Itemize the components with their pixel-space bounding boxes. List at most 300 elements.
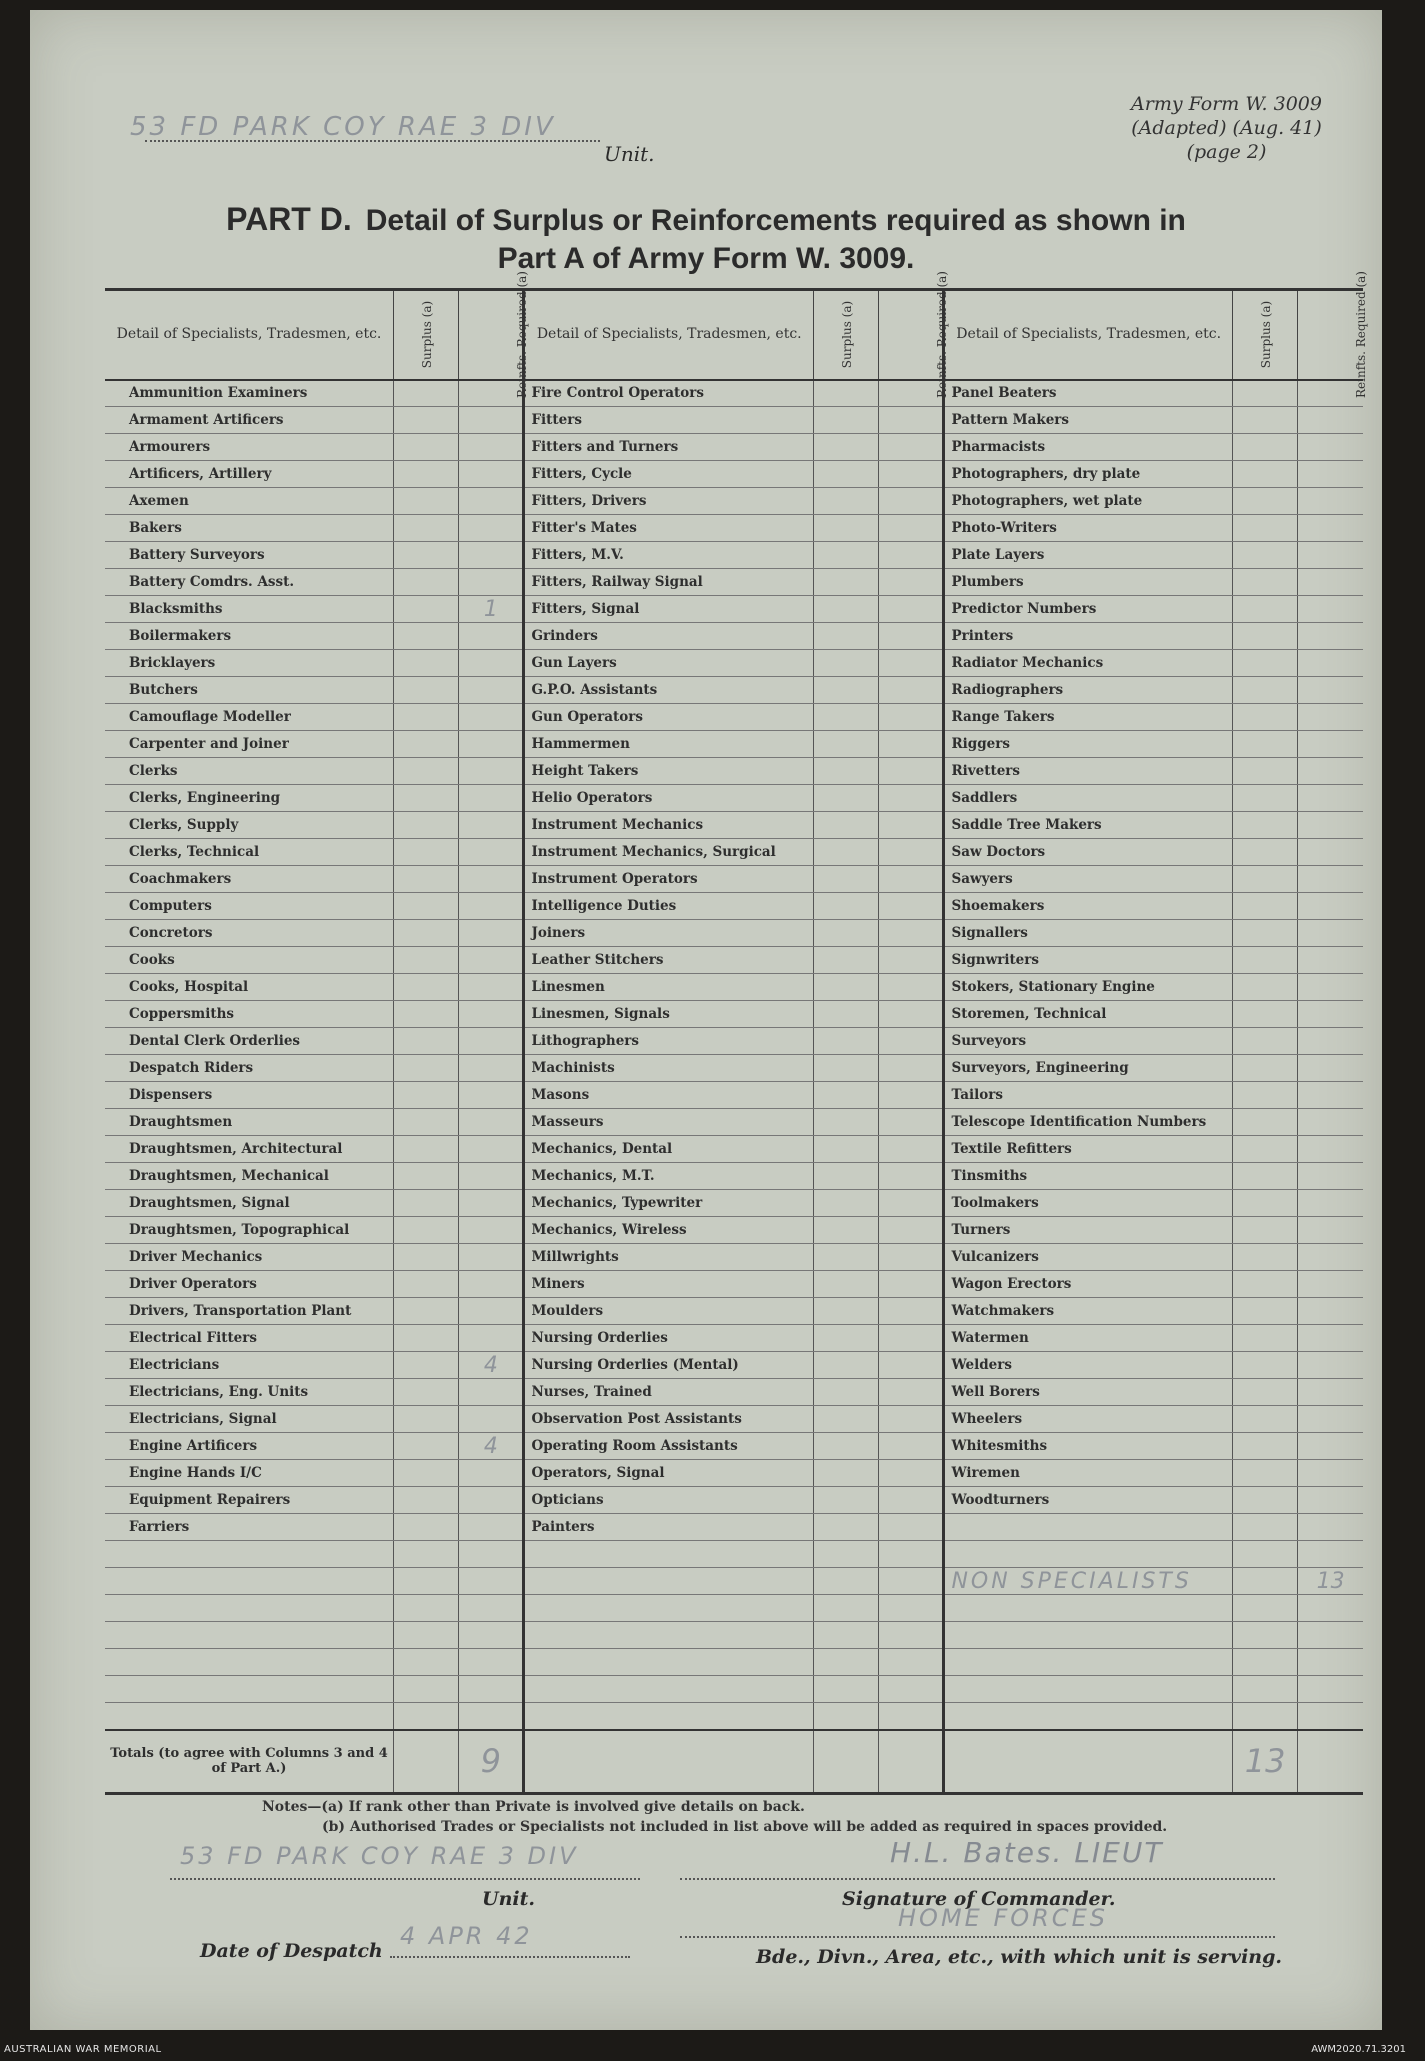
surplus-cell bbox=[813, 758, 878, 785]
trade-name: Masons bbox=[524, 1082, 814, 1109]
title-part: PART D. bbox=[226, 201, 352, 237]
table-row bbox=[105, 596, 1363, 623]
reinf-cell bbox=[879, 947, 944, 974]
reinf-cell bbox=[1298, 1595, 1363, 1622]
surplus-cell bbox=[1232, 974, 1297, 1001]
trade-name: Battery Surveyors bbox=[105, 542, 394, 569]
trade-name bbox=[105, 1541, 394, 1568]
surplus-cell bbox=[813, 1676, 878, 1703]
surplus-cell bbox=[813, 1190, 878, 1217]
reinf-cell bbox=[1298, 1622, 1363, 1649]
reinf-cell bbox=[1298, 785, 1363, 812]
reinf-cell bbox=[1298, 704, 1363, 731]
surplus-cell bbox=[1232, 1595, 1297, 1622]
reinf-cell bbox=[459, 1460, 524, 1487]
trade-name bbox=[524, 1676, 814, 1703]
reinf-cell bbox=[879, 704, 944, 731]
surplus-cell bbox=[1232, 1082, 1297, 1109]
reinf-cell bbox=[459, 677, 524, 704]
reinf-cell bbox=[459, 434, 524, 461]
trade-name: Woodturners bbox=[944, 1487, 1233, 1514]
note-a: Notes—(a) If rank other than Private is involved give details on back. bbox=[262, 1799, 805, 1815]
table-row bbox=[105, 488, 1363, 515]
reinf-cell bbox=[459, 1298, 524, 1325]
reinf-cell bbox=[879, 461, 944, 488]
surplus-cell bbox=[394, 569, 459, 596]
surplus-cell bbox=[1232, 947, 1297, 974]
surplus-cell bbox=[813, 677, 878, 704]
surplus-cell bbox=[813, 1433, 878, 1460]
surplus-cell bbox=[394, 920, 459, 947]
reinf-cell bbox=[879, 1055, 944, 1082]
trade-name: Machinists bbox=[524, 1055, 814, 1082]
surplus-cell bbox=[813, 407, 878, 434]
trade-name: Draughtsmen, Topographical bbox=[105, 1217, 394, 1244]
reinf-cell bbox=[459, 1271, 524, 1298]
trade-name bbox=[944, 1676, 1233, 1703]
trade-name: Radiator Mechanics bbox=[944, 650, 1233, 677]
reinf-cell bbox=[459, 1487, 524, 1514]
surplus-cell bbox=[1232, 1055, 1297, 1082]
surplus-cell bbox=[1232, 1406, 1297, 1433]
table-row bbox=[105, 947, 1363, 974]
reinf-cell bbox=[459, 650, 524, 677]
surplus-cell bbox=[813, 1028, 878, 1055]
reinf-cell bbox=[459, 1001, 524, 1028]
table-row bbox=[105, 1676, 1363, 1703]
trade-name bbox=[944, 1595, 1233, 1622]
title-line1: Detail of Surplus or Reinforcements required as shown in bbox=[365, 204, 1186, 237]
trade-name: Joiners bbox=[524, 920, 814, 947]
table-row bbox=[105, 893, 1363, 920]
trade-name: Mechanics, Typewriter bbox=[524, 1190, 814, 1217]
reinf-cell bbox=[1298, 488, 1363, 515]
trade-name: Whitesmiths bbox=[944, 1433, 1233, 1460]
surplus-cell bbox=[813, 1163, 878, 1190]
trade-name: Shoemakers bbox=[944, 893, 1233, 920]
col-detail-3: Detail of Specialists, Tradesmen, etc. bbox=[944, 290, 1233, 380]
reinf-cell bbox=[1298, 758, 1363, 785]
reinf-cell bbox=[459, 1379, 524, 1406]
surplus-cell bbox=[813, 434, 878, 461]
reinf-cell bbox=[459, 920, 524, 947]
trade-name bbox=[524, 1649, 814, 1676]
reinf-cell bbox=[1298, 1244, 1363, 1271]
col-surplus-1: Surplus (a) bbox=[394, 290, 459, 380]
surplus-cell bbox=[813, 1271, 878, 1298]
surplus-cell bbox=[1232, 731, 1297, 758]
reinf-cell bbox=[1298, 1676, 1363, 1703]
trade-name bbox=[524, 1622, 814, 1649]
trade-name: Clerks, Engineering bbox=[105, 785, 394, 812]
table-row bbox=[105, 785, 1363, 812]
table-row bbox=[105, 434, 1363, 461]
trade-name: Blacksmiths bbox=[105, 596, 394, 623]
table-row bbox=[105, 1244, 1363, 1271]
reinf-cell bbox=[1298, 1028, 1363, 1055]
col-detail-1: Detail of Specialists, Tradesmen, etc. bbox=[105, 290, 394, 380]
surplus-cell bbox=[394, 1433, 459, 1460]
unit-handwritten-top: 53 FD PARK COY RAE 3 DIV bbox=[130, 112, 556, 142]
trade-name: Butchers bbox=[105, 677, 394, 704]
surplus-cell bbox=[1232, 785, 1297, 812]
surplus-cell bbox=[1232, 1568, 1297, 1595]
reinf-cell bbox=[879, 785, 944, 812]
surplus-cell bbox=[394, 1568, 459, 1595]
trade-name: Dental Clerk Orderlies bbox=[105, 1028, 394, 1055]
table-row bbox=[105, 515, 1363, 542]
surplus-cell bbox=[394, 785, 459, 812]
footer-unit-label: Unit. bbox=[482, 1888, 535, 1910]
surplus-cell bbox=[394, 1460, 459, 1487]
surplus-cell bbox=[813, 1406, 878, 1433]
reinf-cell bbox=[1298, 623, 1363, 650]
reinf-cell bbox=[879, 731, 944, 758]
surplus-cell bbox=[1232, 1649, 1297, 1676]
trade-name: Surveyors, Engineering bbox=[944, 1055, 1233, 1082]
trade-name: Operating Room Assistants bbox=[524, 1433, 814, 1460]
trade-name: Fitters, Signal bbox=[524, 596, 814, 623]
surplus-cell bbox=[394, 1028, 459, 1055]
surplus-cell bbox=[813, 1487, 878, 1514]
surplus-cell bbox=[394, 974, 459, 1001]
trade-name: Fitters and Turners bbox=[524, 434, 814, 461]
col-surplus-3: Surplus (a) bbox=[1232, 290, 1297, 380]
trade-name: Hammermen bbox=[524, 731, 814, 758]
surplus-cell bbox=[394, 1082, 459, 1109]
reinf-cell bbox=[879, 515, 944, 542]
surplus-cell bbox=[1232, 677, 1297, 704]
trade-name: Instrument Operators bbox=[524, 866, 814, 893]
table-row bbox=[105, 1568, 1363, 1595]
reinf-cell bbox=[879, 407, 944, 434]
trade-name bbox=[524, 1595, 814, 1622]
reinf-cell bbox=[1298, 1136, 1363, 1163]
reinf-cell bbox=[879, 839, 944, 866]
reinf-cell bbox=[1298, 1460, 1363, 1487]
trade-name: Turners bbox=[944, 1217, 1233, 1244]
reinf-cell bbox=[1298, 1703, 1363, 1730]
trade-name: Panel Beaters bbox=[944, 380, 1233, 407]
signature-line bbox=[680, 1878, 1275, 1880]
trade-name: Engine Artificers bbox=[105, 1433, 394, 1460]
table-row bbox=[105, 1163, 1363, 1190]
reinf-cell bbox=[879, 1676, 944, 1703]
table-row bbox=[105, 1325, 1363, 1352]
trade-name: Watermen bbox=[944, 1325, 1233, 1352]
surplus-cell bbox=[394, 1001, 459, 1028]
reinf-cell bbox=[879, 1433, 944, 1460]
table-row bbox=[105, 1190, 1363, 1217]
table-row bbox=[105, 731, 1363, 758]
reinf-cell bbox=[459, 1109, 524, 1136]
reinf-cell bbox=[879, 650, 944, 677]
surplus-cell bbox=[1232, 542, 1297, 569]
reinf-cell bbox=[1298, 1352, 1363, 1379]
signature-label: Signature of Commander. bbox=[842, 1888, 1116, 1910]
totals-surplus-3: 13 bbox=[1232, 1730, 1297, 1794]
trade-name: Signallers bbox=[944, 920, 1233, 947]
table-row bbox=[105, 650, 1363, 677]
reinf-cell bbox=[459, 947, 524, 974]
surplus-cell bbox=[394, 1676, 459, 1703]
table-row bbox=[105, 812, 1363, 839]
surplus-cell bbox=[394, 515, 459, 542]
trade-name: Operators, Signal bbox=[524, 1460, 814, 1487]
trade-name bbox=[105, 1568, 394, 1595]
trade-name: Surveyors bbox=[944, 1028, 1233, 1055]
surplus-cell bbox=[394, 434, 459, 461]
surplus-cell bbox=[1232, 1460, 1297, 1487]
surplus-cell bbox=[394, 1379, 459, 1406]
trade-name: Linesmen bbox=[524, 974, 814, 1001]
table-row bbox=[105, 407, 1363, 434]
table-row bbox=[105, 1352, 1363, 1379]
surplus-cell bbox=[394, 1541, 459, 1568]
trade-name: Well Borers bbox=[944, 1379, 1233, 1406]
trade-name: Computers bbox=[105, 893, 394, 920]
reinf-cell bbox=[459, 488, 524, 515]
trade-name: Axemen bbox=[105, 488, 394, 515]
surplus-cell bbox=[1232, 1514, 1297, 1541]
surplus-cell bbox=[1232, 1001, 1297, 1028]
surplus-cell bbox=[813, 1379, 878, 1406]
surplus-cell bbox=[1232, 434, 1297, 461]
trade-name: Tailors bbox=[944, 1082, 1233, 1109]
surplus-cell bbox=[813, 974, 878, 1001]
col-reinf-1: Reinfts. Required (a) bbox=[459, 290, 524, 380]
trade-name: Gun Operators bbox=[524, 704, 814, 731]
trade-name: Boilermakers bbox=[105, 623, 394, 650]
trade-name: Wiremen bbox=[944, 1460, 1233, 1487]
surplus-cell bbox=[394, 893, 459, 920]
surplus-cell bbox=[1232, 1271, 1297, 1298]
surplus-cell bbox=[813, 380, 878, 407]
surplus-cell bbox=[394, 1514, 459, 1541]
surplus-cell bbox=[1232, 1487, 1297, 1514]
reinf-cell bbox=[1298, 812, 1363, 839]
reinf-cell bbox=[459, 1136, 524, 1163]
title-line2: Part A of Army Form W. 3009. bbox=[497, 242, 915, 275]
reinf-cell bbox=[459, 1163, 524, 1190]
trade-name: Textile Refitters bbox=[944, 1136, 1233, 1163]
reinf-cell: 13 bbox=[1298, 1568, 1363, 1595]
totals-label: Totals (to agree with Columns 3 and 4 of Part A.) bbox=[105, 1730, 394, 1794]
trade-name: Clerks bbox=[105, 758, 394, 785]
surplus-cell bbox=[1232, 1217, 1297, 1244]
reinf-cell bbox=[879, 1622, 944, 1649]
surplus-cell bbox=[394, 758, 459, 785]
trade-name bbox=[944, 1703, 1233, 1730]
reinf-cell: 1 bbox=[459, 596, 524, 623]
reinf-cell bbox=[459, 569, 524, 596]
trade-name: Fitters, Drivers bbox=[524, 488, 814, 515]
area-handwritten: HOME FORCES bbox=[898, 1904, 1108, 1932]
reinf-cell bbox=[1298, 677, 1363, 704]
trade-name: Despatch Riders bbox=[105, 1055, 394, 1082]
surplus-cell bbox=[1232, 1352, 1297, 1379]
surplus-cell bbox=[394, 677, 459, 704]
reinf-cell bbox=[459, 1406, 524, 1433]
trade-name: Equipment Repairers bbox=[105, 1487, 394, 1514]
reinf-cell bbox=[1298, 542, 1363, 569]
reinf-cell bbox=[879, 1379, 944, 1406]
surplus-cell bbox=[1232, 650, 1297, 677]
surplus-cell bbox=[394, 623, 459, 650]
reinf-cell bbox=[459, 461, 524, 488]
trade-name: Engine Hands I/C bbox=[105, 1460, 394, 1487]
unit-top-line bbox=[145, 140, 600, 142]
reinf-cell bbox=[1298, 839, 1363, 866]
surplus-cell bbox=[394, 1595, 459, 1622]
reinf-cell bbox=[879, 1460, 944, 1487]
surplus-cell bbox=[394, 731, 459, 758]
reinf-cell bbox=[879, 1082, 944, 1109]
trade-name: Height Takers bbox=[524, 758, 814, 785]
trade-name: Signwriters bbox=[944, 947, 1233, 974]
trade-name: Tinsmiths bbox=[944, 1163, 1233, 1190]
trade-name bbox=[524, 1568, 814, 1595]
reinf-cell bbox=[459, 407, 524, 434]
note-b: (b) Authorised Trades or Specialists not included in list above will be added as required in spaces provided. bbox=[322, 1819, 1168, 1835]
surplus-cell bbox=[813, 812, 878, 839]
totals-surplus-1 bbox=[394, 1730, 459, 1794]
reinf-cell bbox=[879, 1271, 944, 1298]
trade-name: Drivers, Transportation Plant bbox=[105, 1298, 394, 1325]
area-line bbox=[680, 1936, 1275, 1938]
surplus-cell bbox=[1232, 515, 1297, 542]
trade-name bbox=[105, 1622, 394, 1649]
trade-name: Photo-Writers bbox=[944, 515, 1233, 542]
surplus-cell bbox=[813, 1514, 878, 1541]
despatch-date-handwritten: 4 APR 42 bbox=[400, 1922, 533, 1950]
surplus-cell bbox=[813, 542, 878, 569]
surplus-cell bbox=[1232, 1244, 1297, 1271]
trade-name: Millwrights bbox=[524, 1244, 814, 1271]
reinf-cell bbox=[879, 1136, 944, 1163]
col-detail-2: Detail of Specialists, Tradesmen, etc. bbox=[524, 290, 814, 380]
surplus-cell bbox=[813, 947, 878, 974]
reinf-cell bbox=[459, 1676, 524, 1703]
reinf-cell bbox=[1298, 1082, 1363, 1109]
trade-name: Bricklayers bbox=[105, 650, 394, 677]
table-row bbox=[105, 1082, 1363, 1109]
surplus-cell bbox=[394, 1703, 459, 1730]
trade-name: Storemen, Technical bbox=[944, 1001, 1233, 1028]
surplus-cell bbox=[813, 1622, 878, 1649]
totals-reinf-1: 9 bbox=[459, 1730, 524, 1794]
reinf-cell bbox=[459, 785, 524, 812]
surplus-cell bbox=[394, 1163, 459, 1190]
trade-name: Toolmakers bbox=[944, 1190, 1233, 1217]
trade-name: Watchmakers bbox=[944, 1298, 1233, 1325]
reinf-cell bbox=[879, 1595, 944, 1622]
surplus-cell bbox=[394, 407, 459, 434]
table-row bbox=[105, 1271, 1363, 1298]
table-row bbox=[105, 1487, 1363, 1514]
reinf-cell bbox=[459, 623, 524, 650]
reinf-cell bbox=[1298, 893, 1363, 920]
specialists-table bbox=[105, 271, 1369, 1795]
reinf-cell bbox=[1298, 407, 1363, 434]
trade-name: Lithographers bbox=[524, 1028, 814, 1055]
trade-name: Electrical Fitters bbox=[105, 1325, 394, 1352]
reinf-cell: 4 bbox=[459, 1433, 524, 1460]
surplus-cell bbox=[394, 839, 459, 866]
table-row bbox=[105, 1136, 1363, 1163]
surplus-cell bbox=[813, 1568, 878, 1595]
table-row bbox=[105, 542, 1363, 569]
reinf-cell bbox=[1298, 1163, 1363, 1190]
reinf-cell bbox=[1298, 866, 1363, 893]
reinf-cell bbox=[879, 1568, 944, 1595]
surplus-cell bbox=[1232, 1298, 1297, 1325]
surplus-cell bbox=[813, 839, 878, 866]
surplus-cell bbox=[813, 1352, 878, 1379]
trade-name: Opticians bbox=[524, 1487, 814, 1514]
trade-name: Mechanics, M.T. bbox=[524, 1163, 814, 1190]
trade-name bbox=[524, 1541, 814, 1568]
reinf-cell bbox=[459, 893, 524, 920]
totals-reinf-2 bbox=[879, 1730, 944, 1794]
despatch-line bbox=[390, 1956, 630, 1958]
trade-name bbox=[944, 1541, 1233, 1568]
trade-name: Helio Operators bbox=[524, 785, 814, 812]
reinf-cell bbox=[1298, 1406, 1363, 1433]
reinf-cell bbox=[1298, 1379, 1363, 1406]
totals-row bbox=[105, 1730, 1363, 1794]
surplus-cell bbox=[1232, 1676, 1297, 1703]
trade-name: Electricians bbox=[105, 1352, 394, 1379]
notes bbox=[262, 1797, 1167, 1837]
surplus-cell bbox=[1232, 1379, 1297, 1406]
form-ref-line3: (page 2) bbox=[1186, 141, 1267, 163]
reinf-cell bbox=[879, 1352, 944, 1379]
reinf-cell bbox=[459, 812, 524, 839]
surplus-cell bbox=[813, 731, 878, 758]
reinf-cell bbox=[879, 1190, 944, 1217]
reinf-cell bbox=[879, 1541, 944, 1568]
surplus-cell bbox=[1232, 893, 1297, 920]
reinf-cell bbox=[879, 1028, 944, 1055]
trade-name: Fitters, Railway Signal bbox=[524, 569, 814, 596]
reinf-cell bbox=[1298, 1487, 1363, 1514]
col-reinf-2: Reinfts. Required (a) bbox=[879, 290, 944, 380]
reinf-cell bbox=[459, 731, 524, 758]
trade-name: Grinders bbox=[524, 623, 814, 650]
surplus-cell bbox=[394, 1487, 459, 1514]
reinf-cell bbox=[459, 758, 524, 785]
reinf-cell bbox=[879, 758, 944, 785]
surplus-cell bbox=[813, 461, 878, 488]
reinf-cell bbox=[1298, 1217, 1363, 1244]
trade-name: Wheelers bbox=[944, 1406, 1233, 1433]
table-row bbox=[105, 1109, 1363, 1136]
trade-name: Linesmen, Signals bbox=[524, 1001, 814, 1028]
table-row bbox=[105, 461, 1363, 488]
surplus-cell bbox=[1232, 1325, 1297, 1352]
surplus-cell bbox=[394, 947, 459, 974]
reinf-cell bbox=[1298, 1001, 1363, 1028]
trade-name: Radiographers bbox=[944, 677, 1233, 704]
surplus-cell bbox=[394, 1190, 459, 1217]
trade-name: Nurses, Trained bbox=[524, 1379, 814, 1406]
table-row bbox=[105, 677, 1363, 704]
reinf-cell bbox=[879, 1217, 944, 1244]
surplus-cell bbox=[1232, 812, 1297, 839]
reinf-cell bbox=[459, 1082, 524, 1109]
surplus-cell bbox=[813, 1541, 878, 1568]
